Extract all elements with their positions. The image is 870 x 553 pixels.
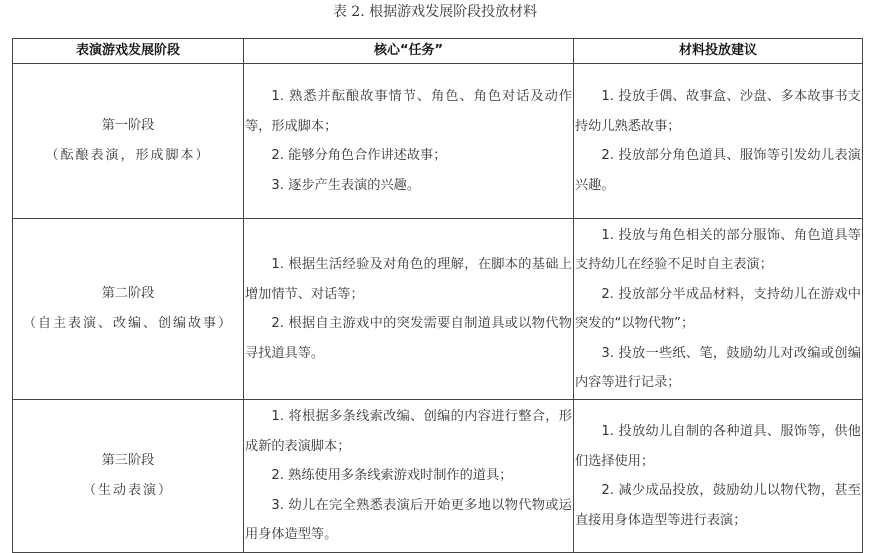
material-cell: [574, 219, 863, 400]
stage-cell: [13, 219, 244, 400]
table-row: [13, 64, 863, 219]
header-material-suggestion: 材料投放建议: [574, 39, 863, 64]
task-item: 2. 熟练使用多条线索游戏时制作的道具；: [271, 468, 513, 484]
table-caption: 表 2. 根据游戏发展阶段投放材料: [332, 4, 538, 20]
table-row: [13, 219, 863, 400]
material-cell: [574, 64, 863, 219]
task-item: 1. 熟悉并酝酿故事情节、角色、角色对话及动作等，形成脚本；: [245, 89, 572, 134]
material-item: 2. 投放部分半成品材料，支持幼儿在游戏中突发的“以物代物”；: [575, 286, 861, 331]
table-header-row: [13, 39, 863, 64]
task-cell: [244, 400, 574, 553]
materials-table: [12, 38, 863, 553]
table-row: [13, 400, 863, 553]
task-cell: [244, 219, 574, 400]
header-stage: 表演游戏发展阶段: [13, 39, 244, 64]
stage-cell: [13, 64, 244, 219]
task-item: 1. 根据生活经验及对角色的理解，在脚本的基础上增加情节、对话等；: [245, 257, 572, 302]
task-item: 2. 根据自主游戏中的突发需要自制道具或以物代物寻找道具等。: [245, 316, 572, 361]
stage-name: 第二阶段: [101, 286, 155, 301]
task-cell: [244, 64, 574, 219]
material-item: 3. 投放一些纸、笔，鼓励幼儿对改编或创编内容等进行记录；: [575, 345, 861, 390]
task-item: 1. 将根据多条线索改编、创编的内容进行整合，形成新的表演脚本；: [245, 409, 572, 454]
material-item: 2. 减少成品投放，鼓励幼儿以物代物，甚至直接用身体造型等进行表演；: [575, 483, 861, 528]
header-core-task: 核心“任务”: [244, 39, 574, 64]
task-item: 2. 能够分角色合作讲述故事；: [271, 148, 447, 163]
material-item: 1. 投放与角色相关的部分服饰、角色道具等支持幼儿在经验不足时自主表演；: [575, 227, 861, 272]
stage-subtitle: （生动表演）: [82, 483, 173, 498]
stage-subtitle: （自主表演、改编、创编故事）: [22, 316, 233, 331]
stage-name: 第一阶段: [101, 118, 155, 133]
material-item: 1. 投放幼儿自制的各种道具、服饰等，供他们选择使用；: [575, 424, 861, 469]
task-item: 3. 逐步产生表演的兴趣。: [271, 177, 421, 193]
material-item: 1. 投放手偶、故事盒、沙盘、多本故事书支持幼儿熟悉故事；: [575, 89, 861, 134]
stage-subtitle: （酝酿表演，形成脚本）: [45, 148, 211, 163]
stage-name: 第三阶段: [101, 453, 155, 468]
material-item: 2. 投放部分角色道具、服饰等引发幼儿表演兴趣。: [575, 148, 861, 193]
task-item: 3. 幼儿在完全熟悉表演后开始更多地以物代物或运用身体造型等。: [245, 497, 572, 543]
material-cell: [574, 400, 863, 553]
stage-cell: [13, 400, 244, 553]
